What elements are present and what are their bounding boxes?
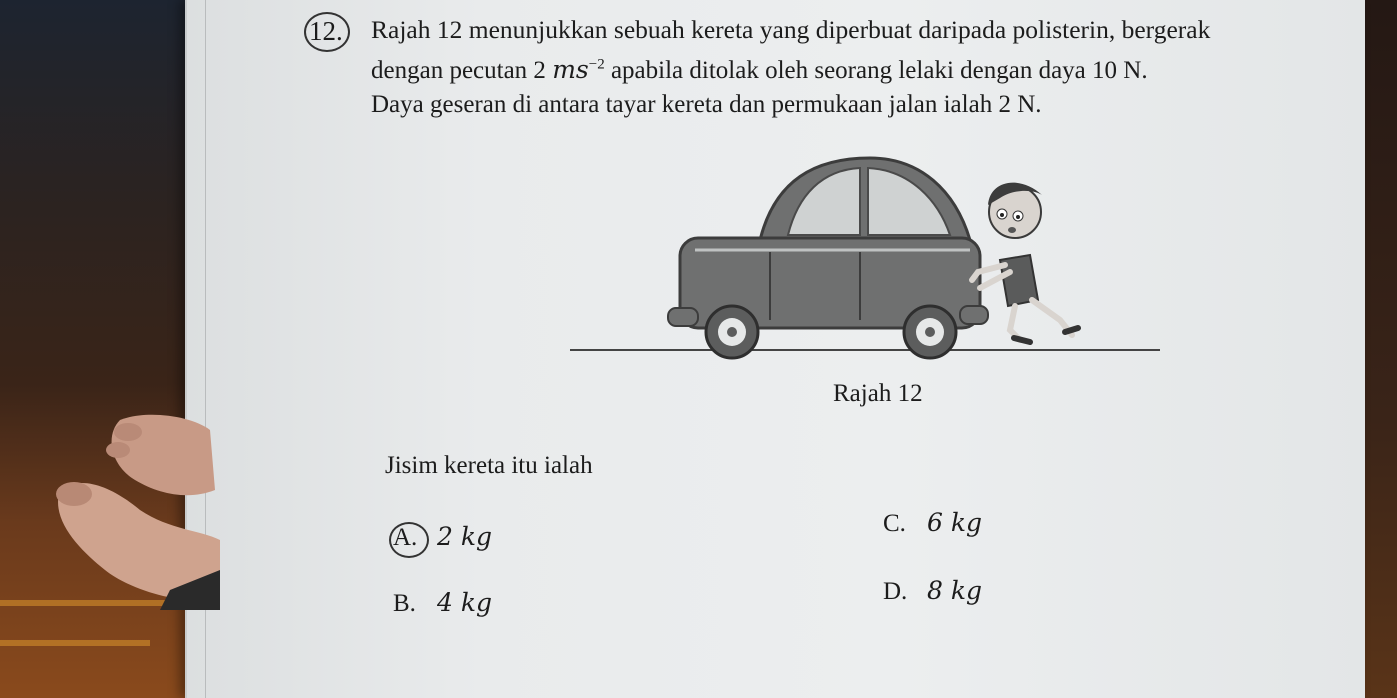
question-line-2-end: apabila ditolak oleh seorang lelaki dengan daya 10 N. [604,57,1148,84]
question-line-3: Daya geseran di antara tayar kereta dan permukaan jalan ialah 2 N. [371,91,1042,118]
question-number: 12. [309,16,343,46]
option-d-value: 8 kg [927,576,983,605]
carpet-stripe [0,640,150,646]
option-c[interactable] [883,508,982,538]
option-a[interactable] [393,522,492,552]
option-b-value: 4 kg [437,588,493,617]
option-a-value: 2 kg [437,522,493,551]
option-b[interactable] [393,588,492,618]
acceleration-unit: ms [552,55,589,84]
option-d[interactable] [883,576,982,606]
car-push-figure [560,150,1170,380]
option-d-letter: D. [883,578,908,605]
question-line-2-start: dengan pecutan 2 [371,57,553,84]
question-line-1: Rajah 12 menunjukkan sebuah kereta yang diperbuat daripada polisterin, bergerak [371,15,1211,44]
option-b-letter: B. [393,590,416,617]
option-a-letter: A. [393,524,418,551]
question-line-2 [371,55,1148,85]
feet-photo-element [50,410,220,610]
option-c-value: 6 kg [927,508,983,537]
question-prompt: Jisim kereta itu ialah [385,452,593,479]
acceleration-exponent: −2 [588,56,605,73]
figure-caption: Rajah 12 [833,380,923,407]
option-c-letter: C. [883,510,906,537]
